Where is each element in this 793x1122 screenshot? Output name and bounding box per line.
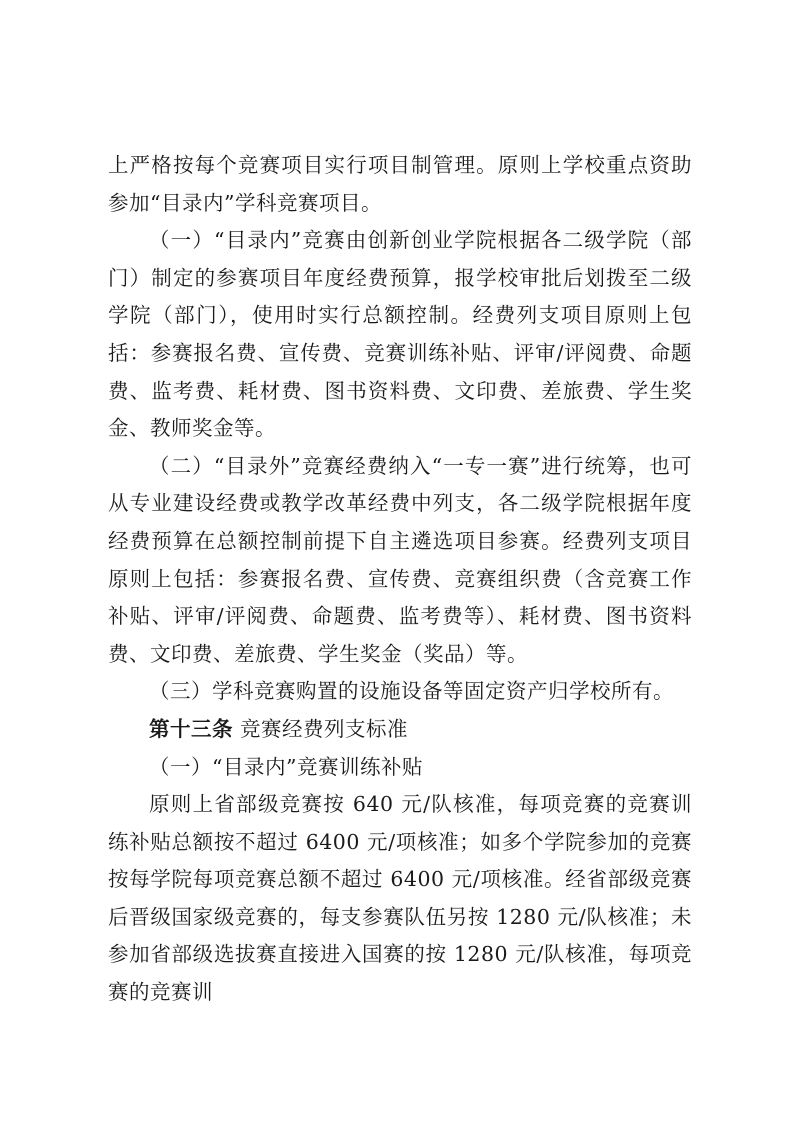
article-title: 竞赛经费列支标准 xyxy=(240,716,409,741)
subsection-heading: （一）“目录内”竞赛训练补贴 xyxy=(149,754,423,779)
paragraph-standards: 原则上省部级竞赛按 640 元/队核准，每项竞赛的竞赛训练补贴总额按不超过 6400 元/项核准；如多个学院参加的竞赛按每学院每项竞赛总额不超过 6400 元/项核准。经省部级竞赛后晋级国家级竞赛的，每支参赛队伍另按 1280 元/队核准；未参加省部级选拔赛直接进入国赛的按 1280 元/队核准，每项竞赛的竞赛训 xyxy=(108,792,692,1005)
paragraph-item-1: （一）“目录内”竞赛由创新创业学院根据各二级学院（部门）制定的参赛项目年度经费预算，报学校审批后划拨至二级学院（部门），使用时实行总额控制。经费列支项目原则上包括：参赛报名费、宣传费、竞赛训练补贴、评审/评阅费、命题费、监考费、耗材费、图书资料费、文印费、差旅费、学生奖金、教师奖金等。 xyxy=(108,228,692,441)
article-heading xyxy=(108,711,692,749)
article-number: 第十三条 xyxy=(149,716,233,741)
document-body xyxy=(108,147,692,1012)
paragraph-intro: 上严格按每个竞赛项目实行项目制管理。原则上学校重点资助参加“目录内”学科竞赛项目。 xyxy=(108,153,692,215)
paragraph-item-3: （三）学科竞赛购置的设施设备等固定资产归学校所有。 xyxy=(149,679,674,704)
paragraph-item-2: （二）“目录外”竞赛经费纳入“一专一赛”进行统筹，也可从专业建设经费或教学改革经费中列支，各二级学院根据年度经费预算在总额控制前提下自主遴选项目参赛。经费列支项目原则上包括：参赛报名费、宣传费、竞赛组织费（含竞赛工作补贴、评审/评阅费、命题费、监考费等）、耗材费、图书资料费、文印费、差旅费、学生奖金（奖品）等。 xyxy=(108,453,692,666)
